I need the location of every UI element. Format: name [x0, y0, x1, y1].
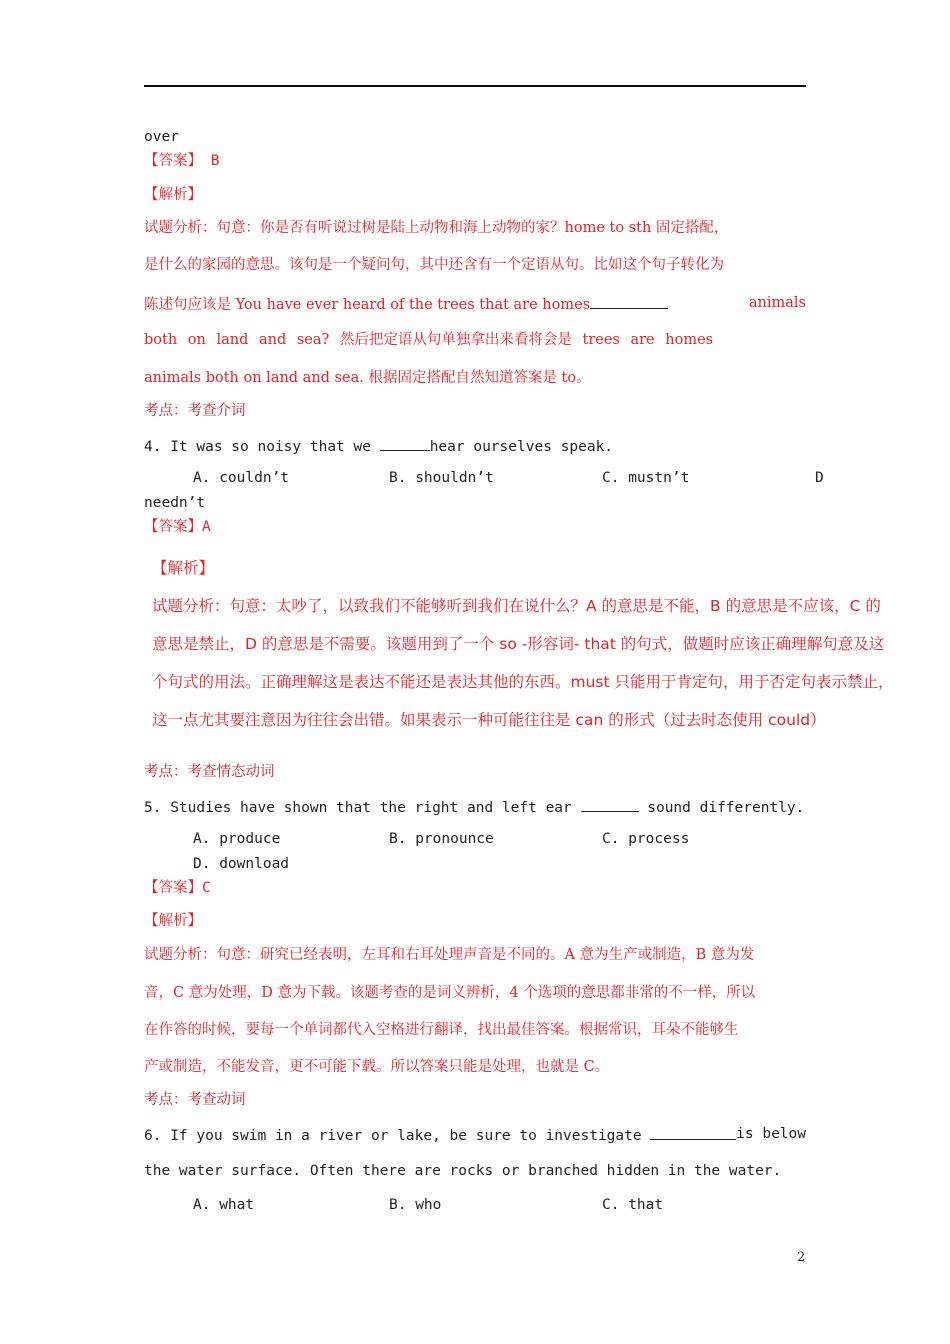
q5-analysis-line: 试题分析：句意：研究已经表明，左耳和右耳处理声音是不同的。A 意为生产或制造，B 意为发: [144, 947, 755, 963]
q6-option-c: C. that: [602, 1197, 664, 1213]
answer-blank: [590, 294, 668, 309]
question-stem: 4. It was so noisy that we: [144, 439, 380, 455]
answer-value: B: [202, 153, 220, 169]
q4-option-b: B. shouldn’t: [389, 470, 494, 486]
answer-blank: [650, 1125, 736, 1140]
answer-label: 【答案】: [144, 880, 202, 896]
q4-analysis-line: 试题分析：句意：太吵了，以致我们不能够听到我们在说什么？A 的意思是不能，B 的意思是不应该，C 的: [152, 597, 881, 615]
q4-option-a: A. couldn’t: [193, 470, 290, 486]
q6-option-b: B. who: [389, 1197, 442, 1213]
q3-analysis-line: both on land and sea? 然后把定语从句单独拿出来看将会是 trees are homes: [144, 332, 714, 348]
answer-value: A: [202, 519, 211, 535]
header-rule: [144, 85, 806, 87]
q3-analysis-line: 试题分析：句意：你是否有听说过树是陆上动物和海上动物的家？home to sth 固定搭配，: [144, 220, 729, 236]
q4-option-c: C. mustn’t: [602, 470, 690, 486]
question-stem: 6. If you swim in a river or lake, be sure to investigate: [144, 1128, 651, 1144]
q5-answer: [144, 879, 211, 897]
q4-option-d: D: [815, 470, 824, 486]
q5-option-b: B. pronounce: [389, 831, 494, 847]
q5-analysis-line: 产或制造，不能发音，更不可能下载。所以答案只能是处理，也就是 C。: [144, 1059, 610, 1075]
answer-value: C: [202, 880, 211, 896]
answer-label: 【答案】: [144, 153, 202, 169]
q6-stem-line: the water surface. Often there are rocks or branched hidden in the water.: [144, 1163, 782, 1179]
answer-blank: [581, 797, 639, 812]
q5-option-a: A. produce: [193, 831, 281, 847]
q3-tail: over: [144, 129, 179, 145]
q5-analysis-line: 音，C 意为处理，D 意为下载。该题考查的是词义辨析，4 个选项的意思都非常的不一样，所以: [144, 985, 756, 1001]
q5-analysis-line: 在作答的时候，要每一个单词都代入空格进行翻译，找出最佳答案。根据常识，耳朵不能够生: [144, 1022, 739, 1038]
q5-point: 考点：考查动词: [144, 1092, 246, 1108]
q4-analysis-line: 个句式的用法。正确理解这是表达不能还是表达其他的东西。must 只能用于肯定句，用于否定句表示禁止，: [152, 673, 894, 691]
q4-answer: [144, 518, 211, 536]
q5-option-d: D. download: [193, 856, 290, 872]
q4-analysis-line: 意思是禁止，D 的意思是不需要。该题用到了一个 so -形容词- that 的句式，做题时应该正确理解句意及这: [152, 635, 885, 653]
q4-analysis-line: 这一点尤其要注意因为往往会出错。如果表示一种可能往往是 can 的形式（过去时态使用 could）: [152, 711, 826, 729]
q5-option-c: C. process: [602, 831, 690, 847]
q6-stem-line: [144, 1125, 806, 1145]
q3-analysis-line: [144, 294, 806, 314]
page-number: 2: [797, 1250, 806, 1265]
q4-option-d-text: needn’t: [144, 495, 206, 511]
q3-analysis-line: 是什么的家园的意思。该句是一个疑问句，其中还含有一个定语从句。比如这个句子转化为: [144, 257, 724, 273]
q3-answer: [144, 152, 219, 170]
question-stem: is below: [736, 1126, 806, 1142]
q6-option-a: A. what: [193, 1197, 255, 1213]
analysis-text: animals: [748, 295, 806, 311]
question-stem: 5. Studies have shown that the right and left ear: [144, 800, 581, 816]
answer-blank: [380, 436, 430, 451]
q3-analysis-label: 【解析】: [144, 187, 202, 203]
q4-analysis-label: 【解析】: [152, 559, 215, 577]
q4-point: 考点：考查情态动词: [144, 764, 275, 780]
analysis-text: 陈述句应该是 You have ever heard of the trees that are homes: [144, 297, 591, 313]
q5-analysis-label: 【解析】: [144, 913, 202, 929]
question-stem: sound differently.: [638, 800, 805, 816]
answer-label: 【答案】: [144, 519, 202, 535]
q3-point: 考点：考查介词: [144, 403, 246, 419]
q4-stem: [144, 436, 613, 456]
q5-stem: [144, 797, 804, 817]
q3-analysis-line: animals both on land and sea. 根据固定搭配自然知道答案是 to。: [144, 370, 591, 386]
question-stem: hear ourselves speak.: [429, 439, 614, 455]
